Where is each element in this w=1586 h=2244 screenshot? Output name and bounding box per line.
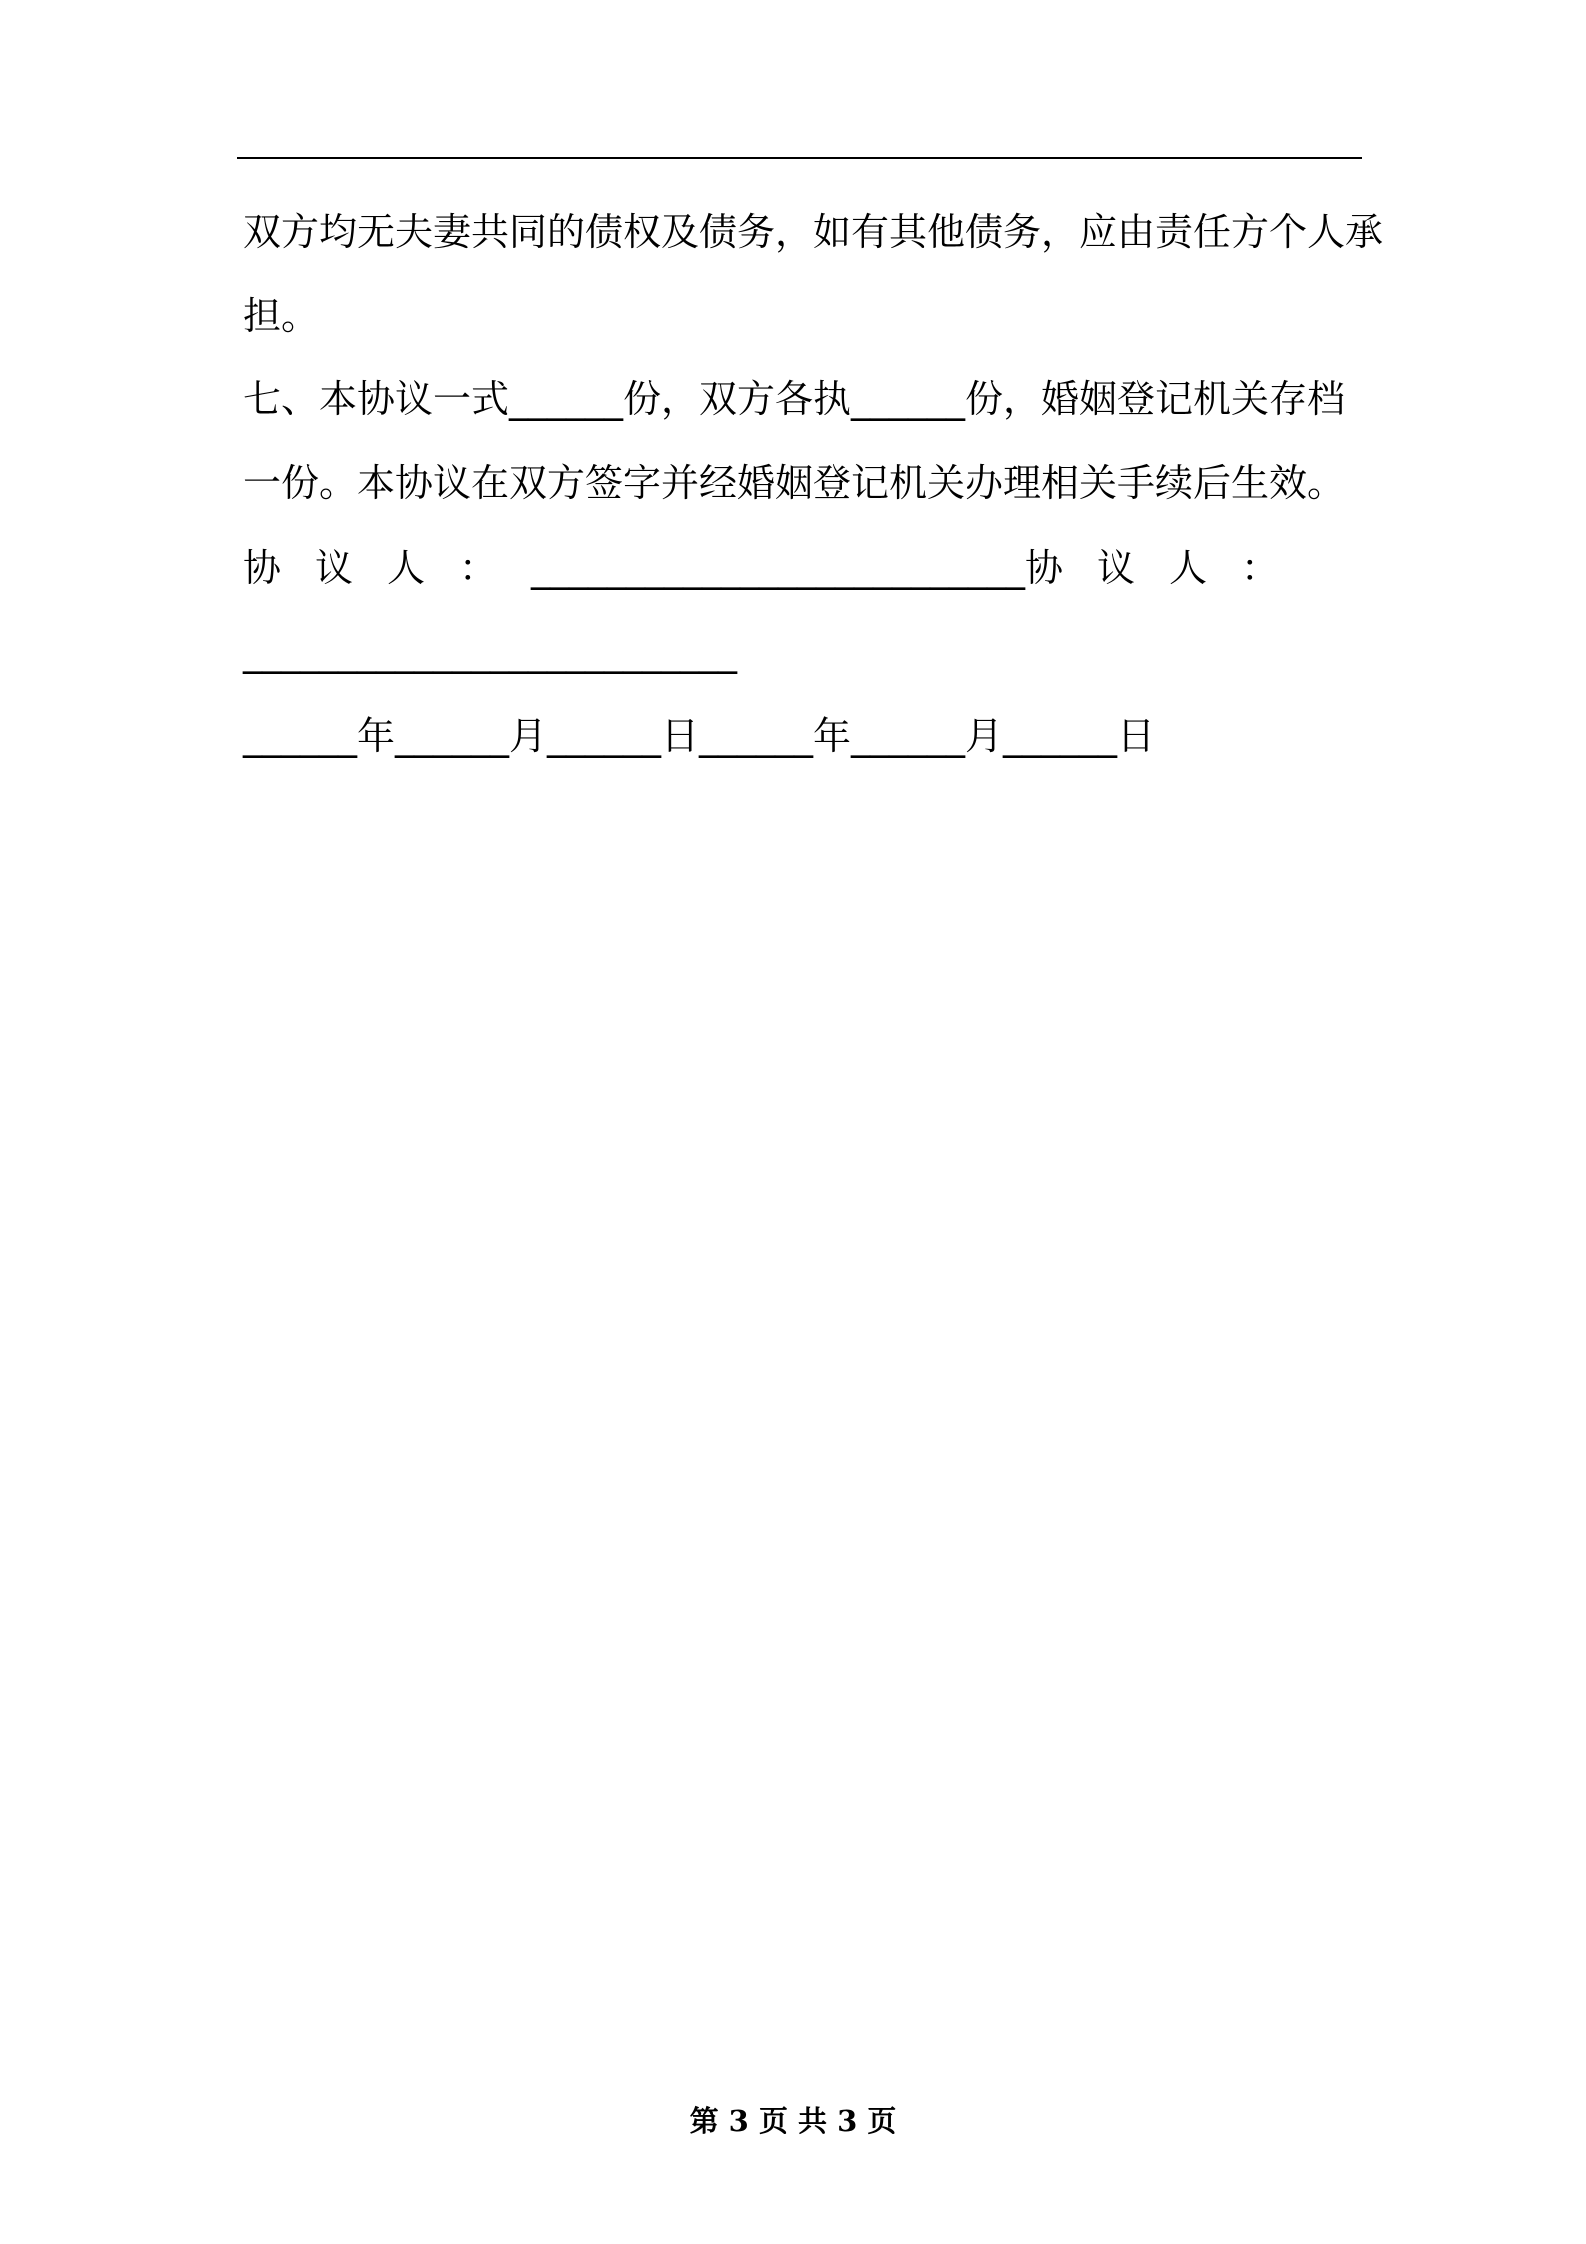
date-line: ______年______月______日______年______月______日 [243, 714, 1156, 758]
signature-label-right: 协议人： [1025, 546, 1314, 590]
signature-label-left: 协议人： [243, 546, 532, 590]
signature-blank-left: __________________________ [531, 546, 1026, 590]
debt-paragraph-line-2: 担。 [243, 294, 320, 338]
signature-row [243, 544, 1313, 592]
signature-blank-right: __________________________ [243, 630, 737, 674]
page-number-footer: 第 3 页 共 3 页 [689, 2104, 897, 2138]
header-rule [237, 157, 1362, 159]
debt-paragraph-line-1: 双方均无夫妻共同的债权及债务，如有其他债务，应由责任方个人承 [243, 210, 1384, 254]
copies-paragraph-line-2: 一份。本协议在双方签字并经婚姻登记机关办理相关手续后生效。 [243, 461, 1346, 505]
copies-paragraph-line-1: 七、本协议一式______份，双方各执______份，婚姻登记机关存档 [243, 377, 1346, 421]
